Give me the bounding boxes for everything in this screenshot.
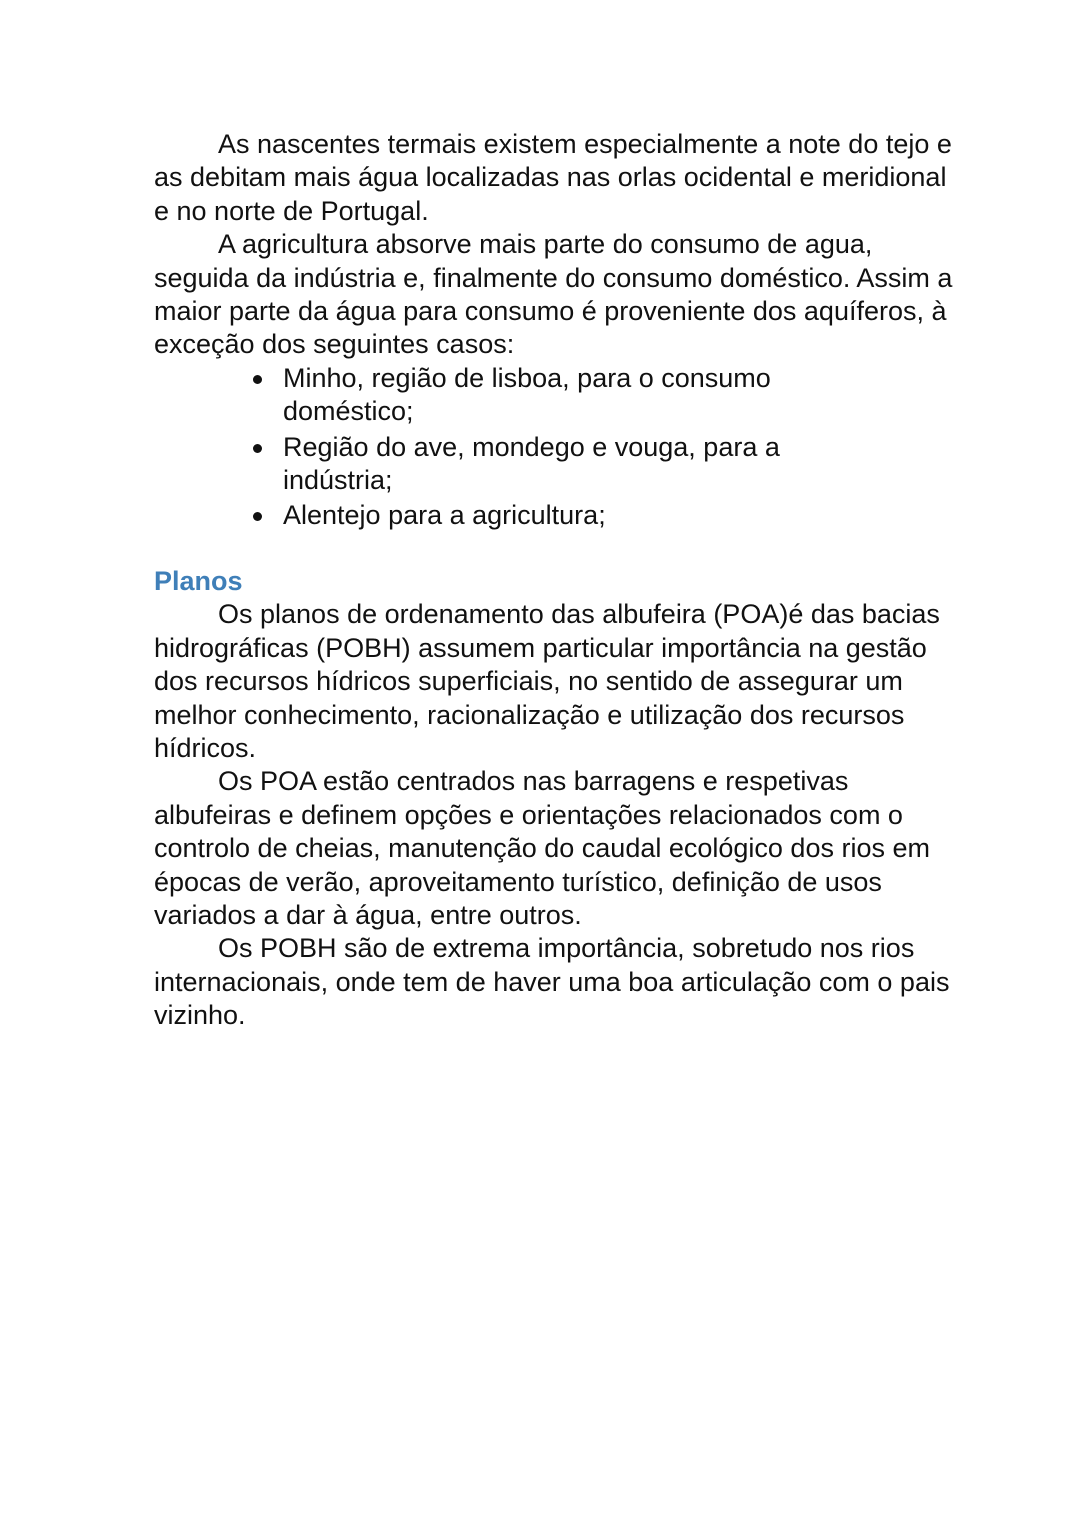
section-title-planos: Planos: [154, 565, 243, 596]
list-item-text: Minho, região de lisboa, para o consumo doméstico;: [283, 362, 771, 427]
paragraph-poa: Os POA estão centrados nas barragens e respetivas albufeiras e definem opções e orientações relacionados com o controlo de cheias, manutenção do caudal ecológico dos rios em épocas de verão, aproveitamento turístico, definição de usos variados a dar à água, entre outros.: [154, 766, 930, 930]
exceptions-list: [154, 362, 954, 533]
list-item: [251, 362, 843, 429]
bullet-icon: [253, 375, 262, 384]
list-item: [251, 431, 843, 498]
bullet-icon: [253, 444, 262, 453]
list-item-text: Alentejo para a agricultura;: [283, 500, 606, 531]
paragraph-nascentes-termais: As nascentes termais existem especialmente a note do tejo e as debitam mais água localizadas nas orlas ocidental e meridional e no norte de Portugal.: [154, 129, 952, 226]
bullet-icon: [253, 512, 262, 521]
list-item-text: Região do ave, mondego e vouga, para a indústria;: [283, 431, 780, 496]
list-item: [251, 499, 843, 532]
paragraph-pobh: Os POBH são de extrema importância, sobretudo nos rios internacionais, onde tem de haver uma boa articulação com o pais vizinho.: [154, 933, 950, 1031]
document-page: [154, 128, 954, 1033]
paragraph-planos-ordenamento: Os planos de ordenamento das albufeira (POA)é das bacias hidrográficas (POBH) assumem particular importância na gestão dos recursos hídricos superficiais, no sentido de assegurar um melhor conhecimento, racionalização e utilização dos recursos hídricos.: [154, 599, 940, 763]
paragraph-agricultura-consumo: A agricultura absorve mais parte do consumo de agua, seguida da indústria e, finalmente do consumo doméstico. Assim a maior parte da água para consumo é proveniente dos aquíferos, à exceção dos seguintes casos:: [154, 229, 953, 360]
